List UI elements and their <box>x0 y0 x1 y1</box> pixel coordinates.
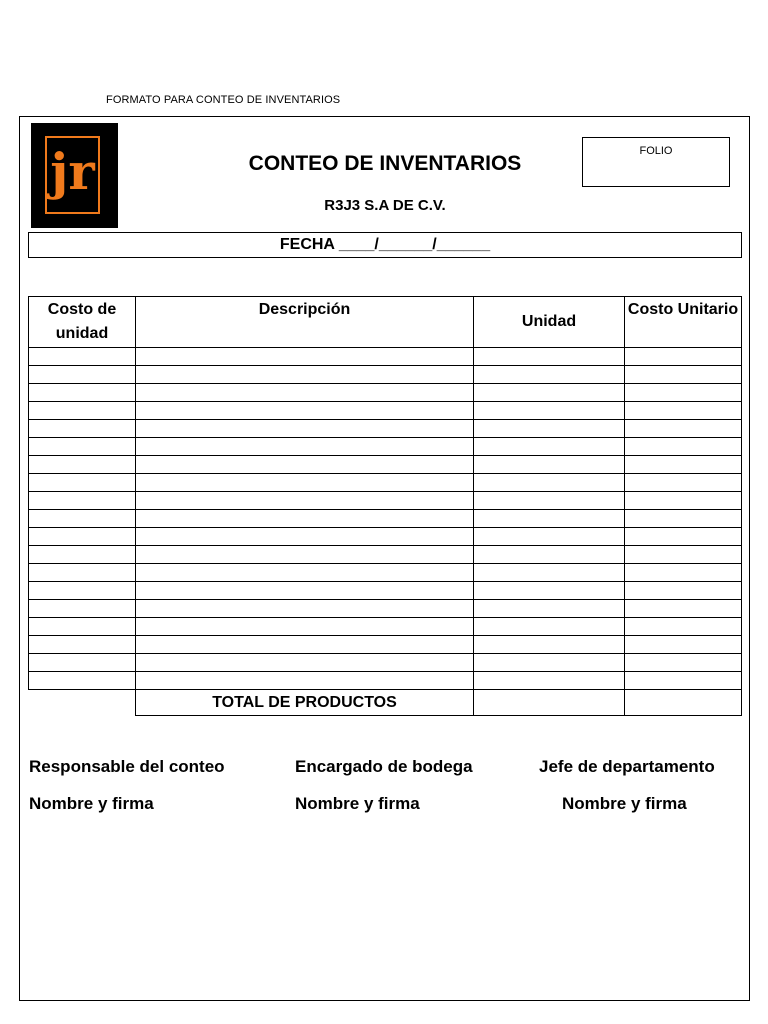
cell-unit-cost[interactable] <box>29 528 136 546</box>
cell-unit[interactable] <box>474 546 625 564</box>
table-row <box>29 528 742 546</box>
cell-description[interactable] <box>136 492 474 510</box>
cell-description[interactable] <box>136 636 474 654</box>
cell-unit[interactable] <box>474 366 625 384</box>
cell-unit[interactable] <box>474 564 625 582</box>
signature-line-warehouse: Nombre y firma <box>295 794 420 813</box>
company-logo <box>31 123 118 228</box>
cell-unit[interactable] <box>474 438 625 456</box>
table-row <box>29 438 742 456</box>
cell-description[interactable] <box>136 384 474 402</box>
cell-unit-cost[interactable] <box>29 564 136 582</box>
cell-unit[interactable] <box>474 456 625 474</box>
cell-unit-cost[interactable] <box>29 582 136 600</box>
total-row <box>29 690 742 716</box>
cell-description[interactable] <box>136 348 474 366</box>
cell-unit-cost[interactable] <box>29 420 136 438</box>
cell-unit-price[interactable] <box>625 402 742 420</box>
signature-line-department-head: Nombre y firma <box>562 794 687 813</box>
signature-role-counter: Responsable del conteo <box>29 757 225 776</box>
cell-description[interactable] <box>136 420 474 438</box>
logo-mark: jr <box>50 142 95 201</box>
table-row <box>29 348 742 366</box>
cell-unit-price[interactable] <box>625 546 742 564</box>
signature-role-department-head: Jefe de departamento <box>539 757 715 776</box>
table-row <box>29 546 742 564</box>
cell-description[interactable] <box>136 366 474 384</box>
cell-description[interactable] <box>136 402 474 420</box>
cell-unit-cost[interactable] <box>29 384 136 402</box>
table-row <box>29 582 742 600</box>
page-caption: FORMATO PARA CONTEO DE INVENTARIOS <box>106 94 341 106</box>
folio-field[interactable] <box>582 137 730 187</box>
cell-unit-cost[interactable] <box>29 600 136 618</box>
table-row <box>29 600 742 618</box>
cell-unit[interactable] <box>474 348 625 366</box>
cell-unit-cost[interactable] <box>29 618 136 636</box>
cell-unit[interactable] <box>474 618 625 636</box>
date-field[interactable]: FECHA ____/______/______ <box>28 232 742 258</box>
cell-unit-price[interactable] <box>625 384 742 402</box>
cell-description[interactable] <box>136 528 474 546</box>
column-header-unit: Unidad <box>474 297 625 348</box>
cell-unit[interactable] <box>474 672 625 690</box>
cell-unit-cost[interactable] <box>29 456 136 474</box>
cell-unit[interactable] <box>474 384 625 402</box>
table-row <box>29 366 742 384</box>
cell-unit[interactable] <box>474 528 625 546</box>
form-title: CONTEO DE INVENTARIOS <box>248 152 522 175</box>
cell-unit-price[interactable] <box>625 474 742 492</box>
cell-unit[interactable] <box>474 510 625 528</box>
cell-unit-price[interactable] <box>625 366 742 384</box>
cell-unit[interactable] <box>474 636 625 654</box>
cell-unit-price[interactable] <box>625 564 742 582</box>
table-row <box>29 492 742 510</box>
cell-description[interactable] <box>136 546 474 564</box>
cell-unit-price[interactable] <box>625 348 742 366</box>
table-header-row <box>29 297 742 348</box>
cell-unit-price[interactable] <box>625 492 742 510</box>
cell-unit[interactable] <box>474 600 625 618</box>
cell-unit-price[interactable] <box>625 672 742 690</box>
cell-unit-cost[interactable] <box>29 366 136 384</box>
cell-unit-price[interactable] <box>625 528 742 546</box>
total-unit-cell[interactable] <box>474 690 625 716</box>
column-header-unit-price: Costo Unitario <box>625 297 742 348</box>
cell-unit-price[interactable] <box>625 636 742 654</box>
cell-unit[interactable] <box>474 654 625 672</box>
cell-description[interactable] <box>136 654 474 672</box>
cell-description[interactable] <box>136 456 474 474</box>
cell-unit-cost[interactable] <box>29 474 136 492</box>
cell-description[interactable] <box>136 600 474 618</box>
cell-unit-price[interactable] <box>625 438 742 456</box>
company-name: R3J3 S.A DE C.V. <box>324 197 446 214</box>
inventory-table <box>28 296 742 716</box>
cell-unit-cost[interactable] <box>29 546 136 564</box>
cell-unit-cost[interactable] <box>29 438 136 456</box>
cell-unit-price[interactable] <box>625 420 742 438</box>
cell-description[interactable] <box>136 672 474 690</box>
column-header-description: Descripción <box>136 297 474 348</box>
table-row <box>29 636 742 654</box>
table-row <box>29 510 742 528</box>
cell-unit-price[interactable] <box>625 582 742 600</box>
cell-unit-price[interactable] <box>625 618 742 636</box>
table-row <box>29 402 742 420</box>
cell-unit-cost[interactable] <box>29 402 136 420</box>
signature-role-warehouse: Encargado de bodega <box>295 757 473 776</box>
folio-label: FOLIO <box>639 145 673 157</box>
cell-unit[interactable] <box>474 474 625 492</box>
cell-description[interactable] <box>136 510 474 528</box>
cell-description[interactable] <box>136 618 474 636</box>
cell-description[interactable] <box>136 438 474 456</box>
table-row <box>29 474 742 492</box>
cell-unit-price[interactable] <box>625 654 742 672</box>
cell-description[interactable] <box>136 474 474 492</box>
table-row <box>29 654 742 672</box>
table-body <box>29 348 742 716</box>
cell-unit[interactable] <box>474 582 625 600</box>
cell-unit-cost[interactable] <box>29 348 136 366</box>
cell-unit[interactable] <box>474 402 625 420</box>
cell-unit[interactable] <box>474 420 625 438</box>
cell-unit-price[interactable] <box>625 456 742 474</box>
cell-unit-cost[interactable] <box>29 510 136 528</box>
signature-line-counter: Nombre y firma <box>29 794 154 813</box>
table-row <box>29 618 742 636</box>
cell-unit-cost[interactable] <box>29 672 136 690</box>
total-products-label: TOTAL DE PRODUCTOS <box>136 690 474 716</box>
cell-unit[interactable] <box>474 492 625 510</box>
table-row <box>29 672 742 690</box>
logo-border <box>45 136 100 214</box>
total-spacer <box>29 690 136 716</box>
cell-unit-cost[interactable] <box>29 654 136 672</box>
cell-unit-cost[interactable] <box>29 636 136 654</box>
cell-unit-price[interactable] <box>625 600 742 618</box>
table-row <box>29 456 742 474</box>
cell-description[interactable] <box>136 582 474 600</box>
table-row <box>29 564 742 582</box>
cell-unit-cost[interactable] <box>29 492 136 510</box>
cell-unit-price[interactable] <box>625 510 742 528</box>
total-cost-cell[interactable] <box>625 690 742 716</box>
cell-description[interactable] <box>136 564 474 582</box>
table-row <box>29 420 742 438</box>
table-row <box>29 384 742 402</box>
column-header-unit-cost: Costo de unidad <box>29 297 136 348</box>
